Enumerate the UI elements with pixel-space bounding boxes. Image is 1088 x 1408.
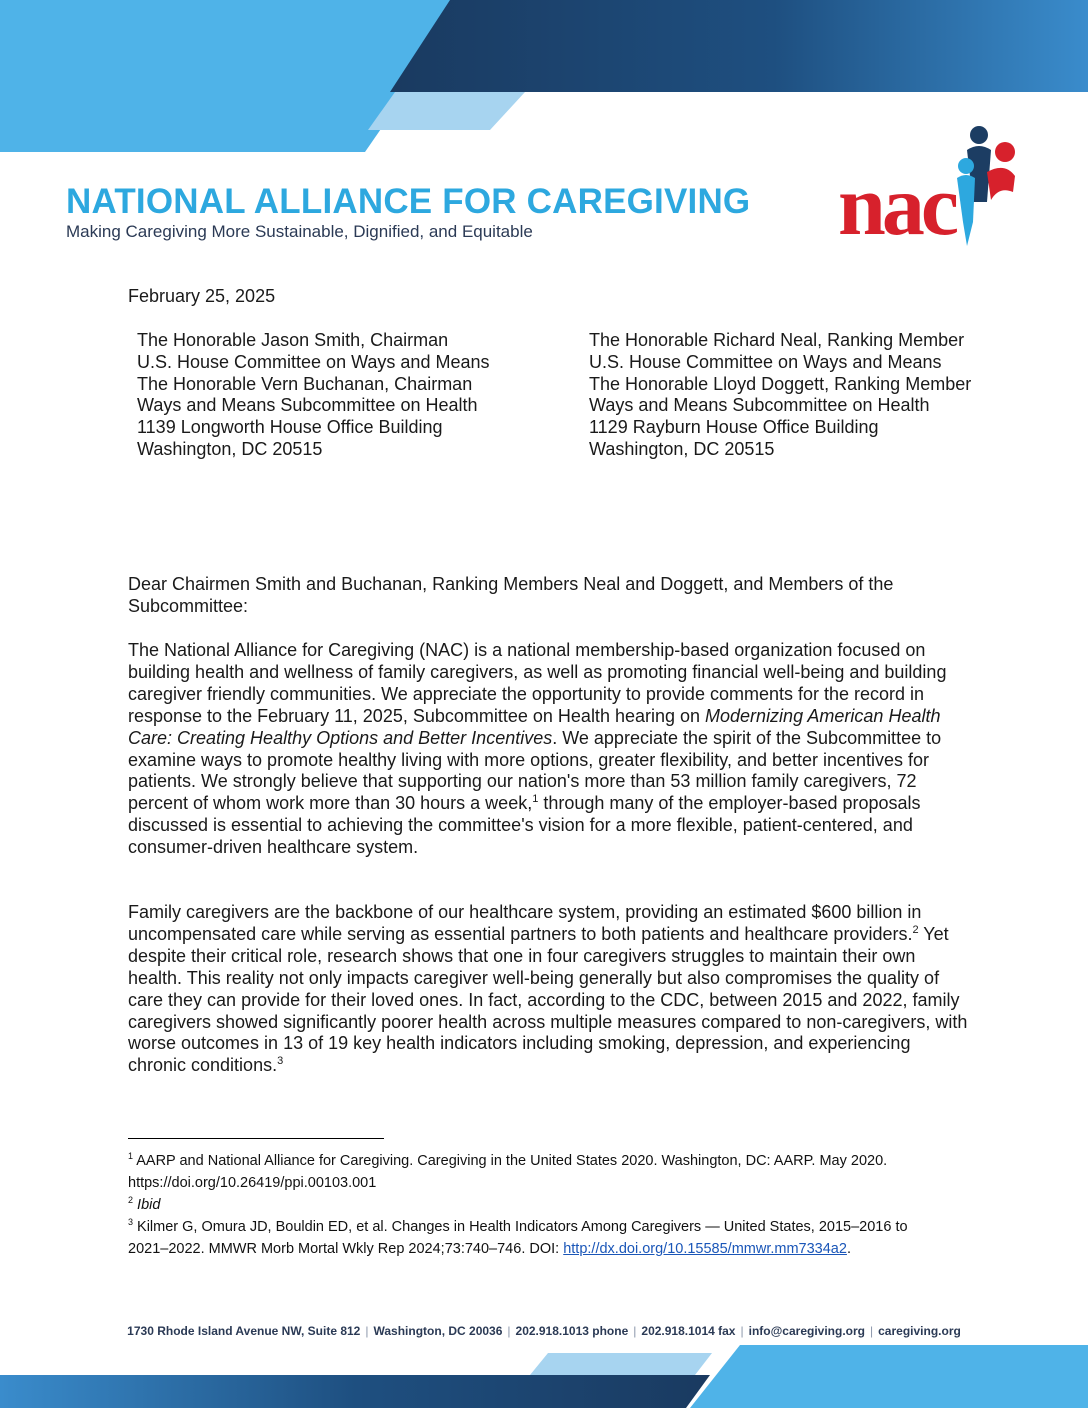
body-paragraph-2: Family caregivers are the backbone of our healthcare system, providing an estimated $600 billion in uncompensated care while serving as essential partners to both patients and healthcare providers.$^2$ Yet despite their critical role, research shows that one in four caregivers struggles to maintain their own health. This reality not only impacts caregiver well-being generally but also compromises the quality of care they can provide for their loved ones. In fact, according to the CDC, between 2015 and 2022, family caregivers showed significantly poorer health across multiple measures compared to non-caregivers, with worse outcomes in 13 of 19 key health indicators including smoking, depression, and experiencing chronic conditions.$^3$ <box>128 902 968 1076</box>
footer-city: Washington, DC 20036 <box>373 1324 503 1338</box>
footnote-ref-3: 3 <box>277 1055 284 1068</box>
address-line: Ways and Means Subcommittee on Health <box>589 395 930 416</box>
footnote-divider <box>128 1138 384 1139</box>
address-line: Ways and Means Subcommittee on Health <box>137 395 478 416</box>
salutation: Dear Chairmen Smith and Buchanan, Ranking Members Neal and Doggett, and Members of the Subcommittee: <box>128 574 894 616</box>
footnote-1: $^1$ AARP and National Alliance for Caregiving. Caregiving in the United States 2020. Washington, DC: AARP. May 2020. https://doi.org/10.26419/ppi.00103.001 <box>128 1151 888 1191</box>
address-line: U.S. House Committee on Ways and Means <box>589 351 942 372</box>
address-line: 1129 Rayburn House Office Building <box>589 417 879 438</box>
footer-contact: 1730 Rhode Island Avenue NW, Suite 812 | Washington, DC 20036 | 202.918.1013 phone | 202.918.1014 fax | info@caregiving.org | caregiving.org <box>127 1324 961 1338</box>
footnote-ref-2: 2 <box>912 923 919 936</box>
recipient-address-right <box>589 330 971 461</box>
nac-logo <box>838 122 1028 252</box>
address-line: U.S. House Committee on Ways and Means <box>137 351 490 372</box>
footer-banner <box>0 1345 1088 1408</box>
caregiver-figures-icon <box>943 122 1023 252</box>
address-line: Washington, DC 20515 <box>589 438 775 459</box>
footnote-2: $^2$ Ibid <box>128 1195 161 1213</box>
footnote-3: $^3$ Kilmer G, Omura JD, Bouldin ED, et al. Changes in Health Indicators Among Caregivers — United States, 2015–2016 to 2021–2022. MMWR Morb Mortal Wkly Rep 2024;73:740–746. DOI: http://dx.doi.org/10.15585/mmwr.mm7334a2. <box>128 1217 908 1257</box>
address-line: 1139 Longworth House Office Building <box>137 417 443 438</box>
footer-phone: 202.918.1013 phone <box>515 1324 629 1338</box>
footnotes <box>128 1150 948 1260</box>
address-line: Washington, DC 20515 <box>137 438 323 459</box>
body-paragraph-1: The National Alliance for Caregiving (NAC) is a national membership-based organization focused on building health and wellness of family caregivers, as well as promoting financial well-being and building caregiver friendly communities. We appreciate the opportunity to provide comments for the record in response to the February 11, 2025, Subcommittee on Health hearing on Modernizing American Health Care: Creating Healthy Options and Better Incentives. We appreciate the spirit of the Subcommittee to examine ways to promote healthy living with more options, greater flexibility, and better incentives for patients. We strongly believe that supporting our nation's more than 53 million family caregivers, 72 percent of whom work more than 30 hours a week,$^1$ through many of the employer-based proposals discussed is essential to achieving the committee's vision for a more flexible, patient-centered, and consumer-driven healthcare system. <box>128 640 947 858</box>
doi-link[interactable]: http://dx.doi.org/10.15585/mmwr.mm7334a2 <box>563 1241 847 1257</box>
footer-address: 1730 Rhode Island Avenue NW, Suite 812 <box>127 1324 361 1338</box>
footnote-ref-1: 1 <box>532 793 539 806</box>
footer-website: caregiving.org <box>878 1324 961 1338</box>
footer-fax: 202.918.1014 fax <box>641 1324 736 1338</box>
hearing-title: Modernizing American Health Care: Creating Healthy Options and Better Incentives <box>128 705 941 748</box>
footer-email: info@caregiving.org <box>748 1324 865 1338</box>
address-line: The Honorable Richard Neal, Ranking Member <box>589 330 965 350</box>
address-line: The Honorable Lloyd Doggett, Ranking Member <box>589 373 972 394</box>
letter-date: February 25, 2025 <box>128 286 276 306</box>
address-line: The Honorable Vern Buchanan, Chairman <box>137 373 473 394</box>
org-tagline: Making Caregiving More Sustainable, Dignified, and Equitable <box>66 222 533 241</box>
address-line: The Honorable Jason Smith, Chairman <box>137 330 449 350</box>
org-name: NATIONAL ALLIANCE FOR CAREGIVING <box>66 182 751 221</box>
logo-text: nac <box>838 157 955 253</box>
recipient-address-left <box>137 330 489 461</box>
